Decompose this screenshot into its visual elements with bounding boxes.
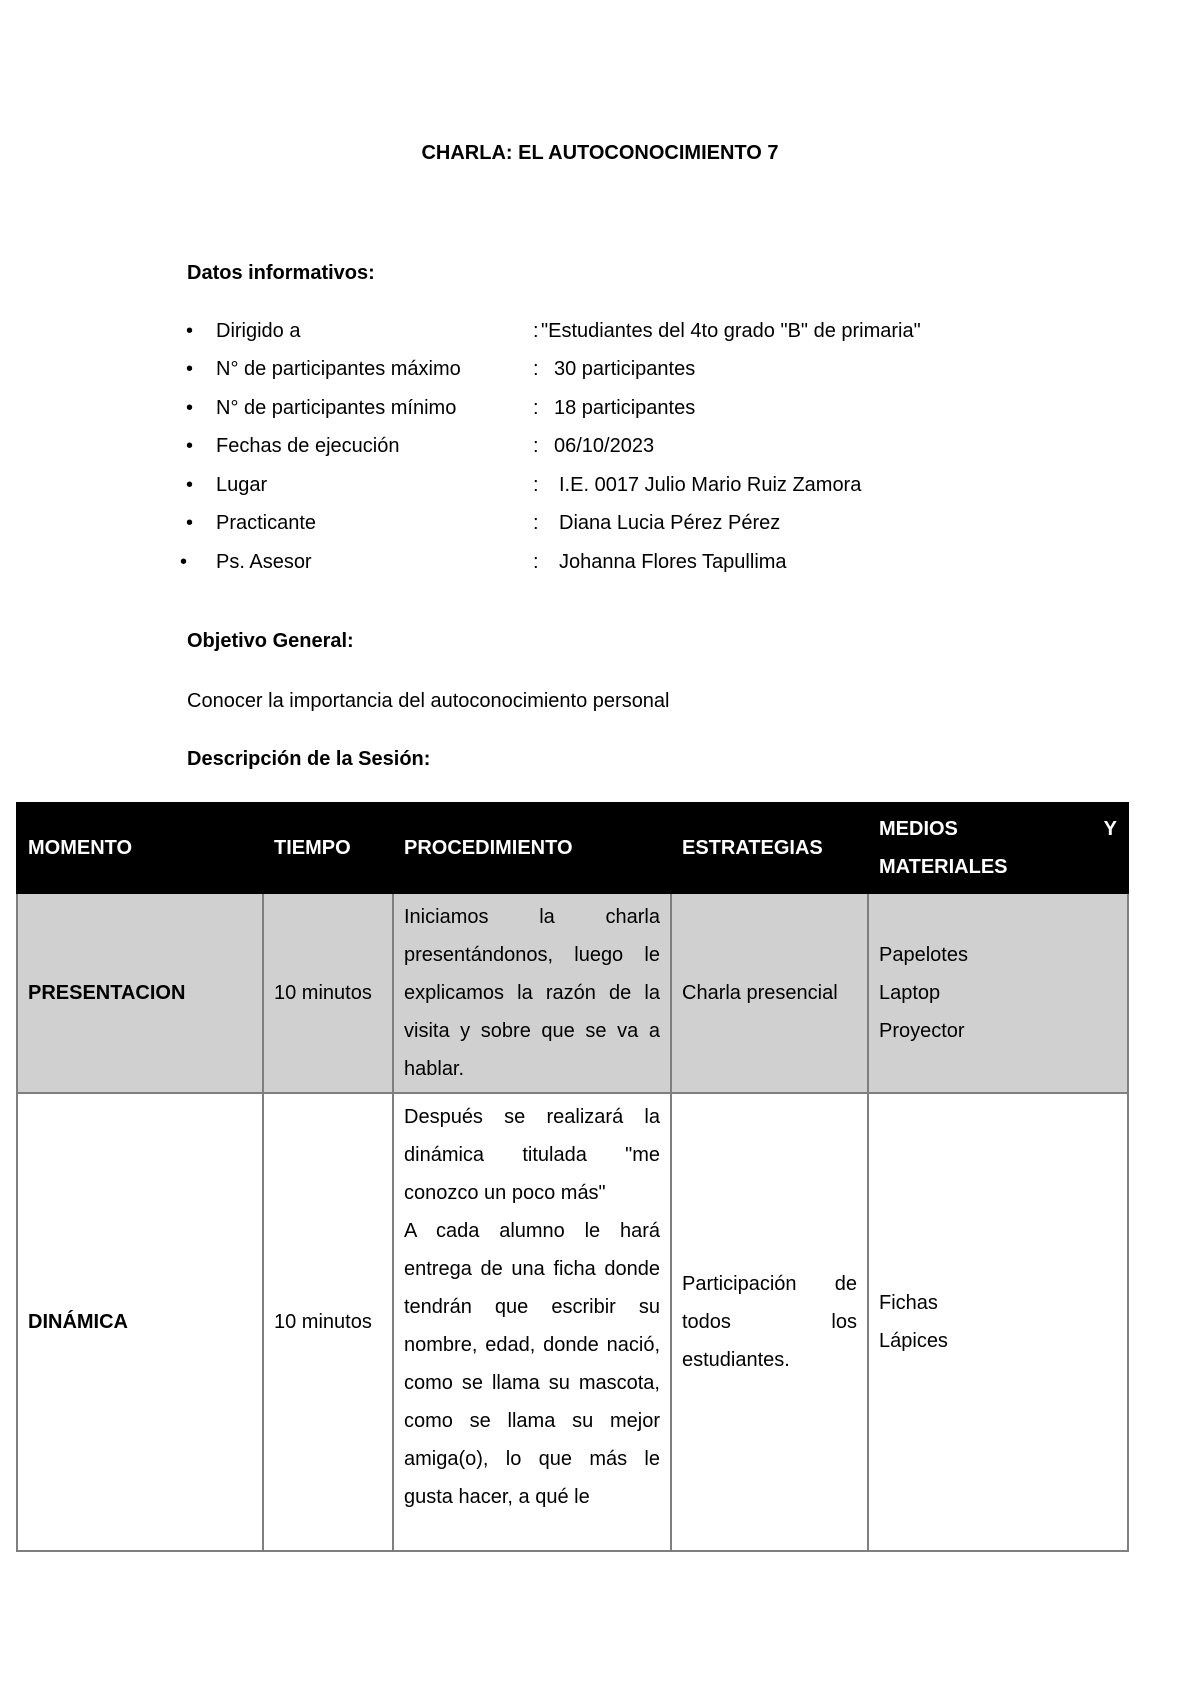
header-medios [868, 803, 1128, 893]
info-item-practicante [0, 512, 1200, 538]
objective-text: Conocer la importancia del autoconocimiento personal [187, 690, 670, 712]
cell-medios [868, 1093, 1128, 1551]
section-1-label: Datos informativos: [187, 262, 375, 284]
info-label: Dirigido a [216, 320, 301, 342]
bullet-icon: • [186, 358, 194, 380]
document-title: CHARLA: EL AUTOCONOCIMIENTO 7 [421, 142, 779, 164]
material-item: Fichas [879, 1292, 938, 1314]
info-item-max [0, 358, 1200, 384]
section-3-label: Descripción de la Sesión: [187, 748, 431, 770]
header-medios-word3: MATERIALES [879, 856, 1008, 878]
procedure-paragraph: A cada alumno le hará entrega de una ficha donde tendrán que escribir su nombre, edad, donde nació, como se llama su mascota, como se llama su mejor amiga(o), lo que más le gusta hacer, a qué le [404, 1220, 660, 1508]
bullet-icon: • [180, 551, 188, 573]
info-value: Diana Lucia Pérez Pérez [559, 512, 781, 534]
table-header-row [17, 803, 1128, 893]
header-momento: MOMENTO [17, 803, 263, 893]
header-estrategias: ESTRATEGIAS [671, 803, 868, 893]
info-label: Fechas de ejecución [216, 435, 400, 457]
info-label: N° de participantes máximo [216, 358, 461, 380]
cell-medios [868, 893, 1128, 1093]
table-row [17, 893, 1128, 1093]
header-medios-word1: MEDIOS [879, 818, 958, 840]
info-value: 30 participantes [554, 358, 696, 380]
info-colon: : [533, 512, 539, 534]
material-item: Laptop [879, 982, 941, 1004]
info-item-lugar [0, 474, 1200, 500]
bullet-icon: • [186, 397, 194, 419]
material-item: Proyector [879, 1020, 965, 1042]
cell-estrategias: Participación de todos los estudiantes. [671, 1093, 868, 1551]
cell-tiempo: 10 minutos [263, 893, 393, 1093]
info-colon: : [533, 320, 539, 342]
info-colon: : [533, 474, 539, 496]
info-value: "Estudiantes del 4to grado "B" de primaria" [541, 320, 921, 342]
info-colon: : [533, 397, 539, 419]
info-label: Lugar [216, 474, 268, 496]
header-medios-word2: Y [1103, 818, 1117, 840]
info-value: Johanna Flores Tapullima [559, 551, 787, 573]
cell-momento: DINÁMICA [17, 1093, 263, 1551]
session-table [16, 802, 1129, 1552]
header-tiempo: TIEMPO [263, 803, 393, 893]
info-label: Ps. Asesor [216, 551, 312, 573]
bullet-icon: • [186, 512, 194, 534]
info-item-asesor [0, 551, 1200, 577]
cell-momento: PRESENTACION [17, 893, 263, 1093]
info-colon: : [533, 358, 539, 380]
info-label: N° de participantes mínimo [216, 397, 457, 419]
info-value: 18 participantes [554, 397, 696, 419]
bullet-icon: • [186, 474, 194, 496]
info-item-fecha [0, 435, 1200, 461]
material-item: Papelotes [879, 944, 968, 966]
info-item-min [0, 397, 1200, 423]
material-item: Lápices [879, 1330, 948, 1352]
cell-tiempo: 10 minutos [263, 1093, 393, 1551]
cell-estrategias: Charla presencial [671, 893, 868, 1093]
info-colon: : [533, 435, 539, 457]
info-colon: : [533, 551, 539, 573]
info-value: 06/10/2023 [554, 435, 655, 457]
bullet-icon: • [186, 435, 194, 457]
info-value: I.E. 0017 Julio Mario Ruiz Zamora [559, 474, 862, 496]
procedure-paragraph: Después se realizará la dinámica titulada "me conozco un poco más" [404, 1106, 660, 1204]
table-row [17, 1093, 1128, 1551]
bullet-icon: • [186, 320, 194, 342]
info-item-dirigido [0, 320, 1200, 346]
section-2-label: Objetivo General: [187, 630, 354, 652]
cell-procedimiento: Iniciamos la charla presentándonos, luego le explicamos la razón de la visita y sobre que se va a hablar. [393, 893, 671, 1093]
cell-procedimiento [393, 1093, 671, 1551]
header-procedimiento: PROCEDIMIENTO [393, 803, 671, 893]
info-label: Practicante [216, 512, 317, 534]
